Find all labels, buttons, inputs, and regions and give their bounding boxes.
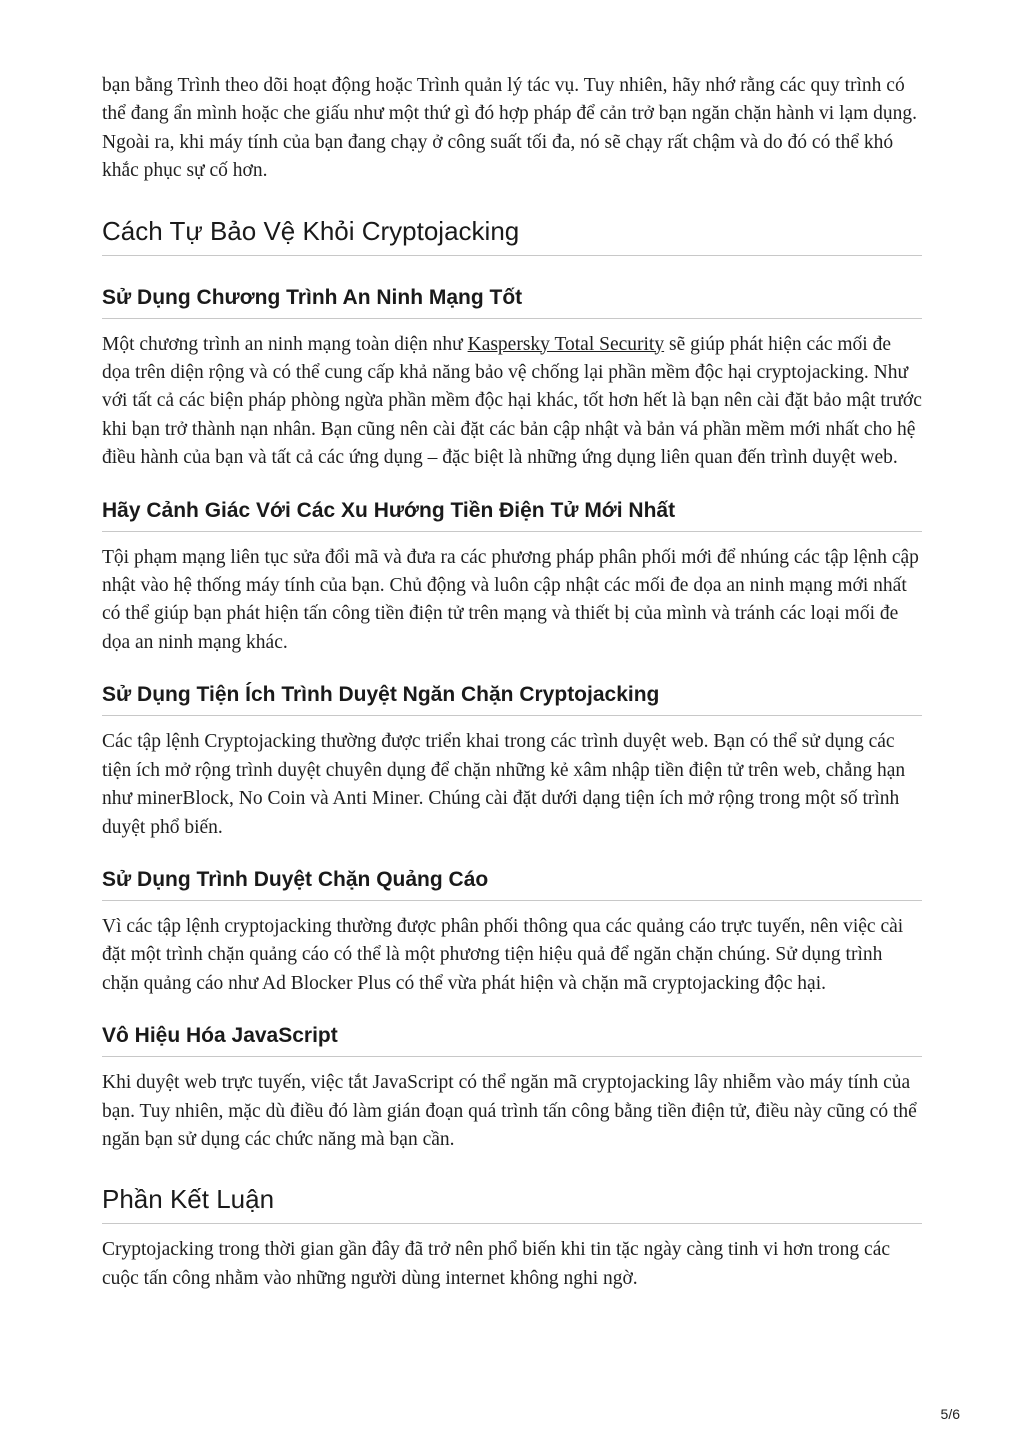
security-text-after-link: sẽ giúp phát hiện các mối đe dọa trên diện rộng và có thể cung cấp khả năng bảo vệ chống lại phần mềm độc hại cryptojacking. Như với tất cả các biện pháp phòng ngừa phần mềm độc hại khác, tốt hơn hết là bạn nên cài đặt bảo mật trước khi bạn trở thành nạn nhân. Bạn cũng nên cài đặt các bản cập nhật và bản vá phần mềm mới nhất cho hệ điều hành của bạn và tất cả các ứng dụng – đặc biệt là những ứng dụng liên quan đến trình duyệt web. [102,333,922,469]
security-program-paragraph [102,331,922,473]
ad-blocker-heading: Sử Dụng Trình Duyệt Chặn Quảng Cáo [102,868,922,901]
browser-extensions-heading: Sử Dụng Tiện Ích Trình Duyệt Ngăn Chặn Cryptojacking [102,683,922,716]
crypto-trends-paragraph: Tội phạm mạng liên tục sửa đổi mã và đưa ra các phương pháp phân phối mới để nhúng các tập lệnh cập nhật vào hệ thống máy tính của bạn. Chủ động và luôn cập nhật các mối đe dọa an ninh mạng mới nhất có thể giúp bạn phát hiện tấn công tiền điện tử trên mạng và thiết bị của mình và tránh các loại mối đe dọa an ninh mạng khác. [102,546,919,653]
crypto-trends-heading: Hãy Cảnh Giác Với Các Xu Hướng Tiền Điện Tử Mới Nhất [102,499,922,532]
disable-javascript-heading: Vô Hiệu Hóa JavaScript [102,1024,922,1057]
intro-paragraph: bạn bằng Trình theo dõi hoạt động hoặc Trình quản lý tác vụ. Tuy nhiên, hãy nhớ rằng các quy trình có thể đang ẩn mình hoặc che giấu như một thứ gì đó hợp pháp để cản trở bạn ngăn chặn hành vi lạm dụng. Ngoài ra, khi máy tính của bạn đang chạy ở công suất tối đa, nó sẽ chạy rất chậm và do đó có thể khó khắc phục sự cố hơn. [102,75,918,182]
browser-extensions-paragraph: Các tập lệnh Cryptojacking thường được triển khai trong các trình duyệt web. Bạn có thể sử dụng các tiện ích mở rộng trình duyệt chuyên dụng để chặn những kẻ xâm nhập tiền điện tử trên web, chẳng hạn như minerBlock, No Coin và Anti Miner. Chúng cài đặt dưới dạng tiện ích mở rộng trong một số trình duyệt phổ biến. [102,731,906,838]
conclusion-heading: Phần Kết Luận [102,1184,922,1224]
disable-javascript-paragraph: Khi duyệt web trực tuyến, việc tắt JavaScript có thể ngăn mã cryptojacking lây nhiễm vào máy tính của bạn. Tuy nhiên, mặc dù điều đó làm gián đoạn quá trình tấn công bằng tiền điện tử, điều này cũng có thể ngăn bạn sử dụng các chức năng mà bạn cần. [102,1072,917,1150]
security-program-heading: Sử Dụng Chương Trình An Ninh Mạng Tốt [102,286,922,319]
ad-blocker-paragraph: Vì các tập lệnh cryptojacking thường được phân phối thông qua các quảng cáo trực tuyến, nên việc cài đặt một trình chặn quảng cáo có thể là một phương tiện hiệu quả để ngăn chặn chúng. Sử dụng trình chặn quảng cáo như Ad Blocker Plus có thể vừa phát hiện và chặn mã cryptojacking độc hại. [102,915,904,994]
security-text-before-link: Một chương trình an ninh mạng toàn diện như [102,333,468,355]
page-number: 5/6 [940,1406,960,1422]
protect-heading: Cách Tự Bảo Vệ Khỏi Cryptojacking [102,216,922,256]
kaspersky-link[interactable]: Kaspersky Total Security [467,333,665,355]
document-page [102,72,922,1293]
conclusion-paragraph: Cryptojacking trong thời gian gần đây đã trở nên phổ biến khi tin tặc ngày càng tinh vi hơn trong các cuộc tấn công nhằm vào những người dùng internet không nghi ngờ. [102,1239,890,1289]
